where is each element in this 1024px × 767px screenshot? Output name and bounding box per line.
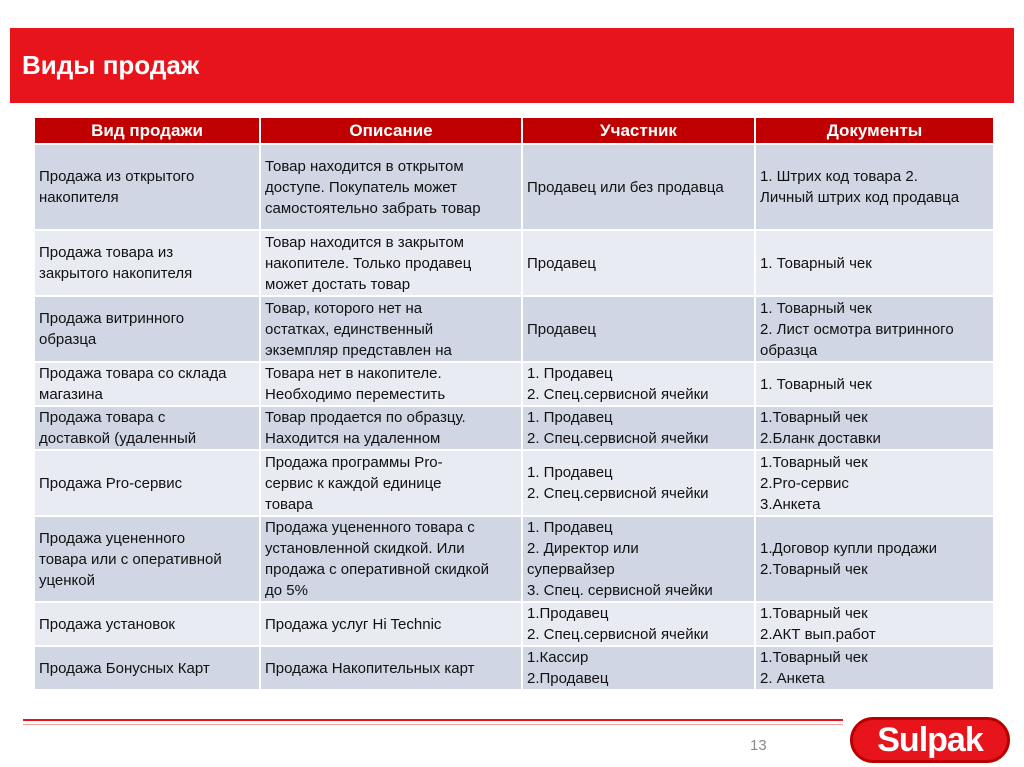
row-type-cell (34, 296, 260, 362)
row-participant-cell (522, 296, 755, 362)
cell-line: Необходимо переместить (265, 386, 446, 403)
table-row (34, 602, 994, 646)
cell-line: Продавец (527, 320, 596, 338)
row-participant-cell (522, 144, 755, 230)
cell-line: 1. Продавец (527, 409, 613, 426)
sulpak-logo (850, 717, 1010, 763)
row-documents-cell (755, 296, 994, 362)
cell-line: Продажа товара из (39, 244, 174, 261)
table-row (34, 406, 994, 450)
cell-line: 1.Товарный чек (760, 649, 868, 666)
cell-line: самостоятельно забрать товар (265, 199, 481, 217)
row-participant-cell (522, 646, 755, 690)
row-participant-cell (522, 516, 755, 602)
table-row (34, 230, 994, 296)
row-description-cell (260, 646, 522, 690)
cell-line: 1.Продавец (527, 605, 609, 622)
cell-line: 2. Спец.сервисной ячейки (527, 626, 709, 643)
cell-line: 2.Бланк доставки (760, 430, 881, 447)
cell-line: 1.Товарный чек (760, 409, 868, 426)
cell-line: 1.Договор купли продажи (760, 540, 937, 557)
cell-line: Товар продается по образцу. (265, 409, 466, 426)
table-row (34, 516, 994, 602)
table-body (34, 144, 994, 690)
logo-text: Sulpak (877, 720, 983, 759)
cell-line: Товара нет в накопителе. (265, 365, 442, 382)
cell-line: 2. Анкета (760, 670, 825, 687)
cell-line: Продавец (527, 254, 596, 272)
row-description-cell (260, 230, 522, 296)
row-documents-cell (755, 450, 994, 516)
cell-line: 2. Спец.сервисной ячейки (527, 485, 709, 502)
cell-line: 2. Спец.сервисной ячейки (527, 386, 709, 403)
table-row (34, 450, 994, 516)
row-type-cell (34, 230, 260, 296)
row-description-cell (260, 602, 522, 646)
cell-line: супервайзер (527, 561, 615, 578)
cell-line: 1. Продавец (527, 519, 613, 536)
row-participant-cell (522, 602, 755, 646)
cell-line: Продавец или без продавца (527, 178, 724, 196)
cell-line: уценкой (39, 571, 96, 589)
cell-line: 3.Анкета (760, 495, 821, 513)
cell-line: Продажа витринного (39, 310, 185, 327)
row-type-cell (34, 646, 260, 690)
row-description-cell (260, 406, 522, 450)
cell-line: установленной скидкой. Или (265, 540, 465, 557)
cell-line: Товар находится в открытом (265, 157, 464, 175)
cell-line: 2.Продавец (527, 670, 609, 687)
cell-line: доступе. Покупатель может (265, 178, 457, 196)
cell-line: 2.АКТ вып.работ (760, 626, 876, 643)
cell-line: продажа с оперативной скидкой (265, 561, 489, 578)
cell-line: 1. Продавец (527, 365, 613, 382)
cell-line: экземпляр представлен на (265, 341, 452, 359)
slide-title: Виды продаж (22, 50, 200, 80)
cell-line: 1. Товарный чек (760, 375, 872, 393)
cell-line: накопителе. Только продавец (265, 254, 472, 272)
cell-line: 1. Товарный чек (760, 254, 872, 272)
column-header-participant: Участник (522, 117, 755, 144)
row-description-cell (260, 516, 522, 602)
cell-line: Продажа Бонусных Карт (39, 659, 210, 677)
row-documents-cell (755, 602, 994, 646)
row-type-cell (34, 144, 260, 230)
page-number: 13 (750, 737, 767, 754)
table-row (34, 362, 994, 406)
cell-line: накопителя (39, 189, 119, 206)
row-description-cell (260, 362, 522, 406)
cell-line: закрытого накопителя (39, 265, 193, 282)
cell-line: 2.Pro-сервис (760, 474, 849, 492)
row-documents-cell (755, 362, 994, 406)
cell-line: сервис к каждой единице (265, 474, 442, 492)
cell-line: товара (265, 495, 313, 513)
cell-line: Находится на удаленном (265, 430, 441, 447)
table-row (34, 296, 994, 362)
cell-line: Товар находится в закрытом (265, 233, 464, 251)
row-documents-cell (755, 406, 994, 450)
cell-line: Продажа уцененного товара с (265, 519, 475, 536)
row-type-cell (34, 362, 260, 406)
title-banner (10, 28, 1014, 103)
row-participant-cell (522, 230, 755, 296)
cell-line: остатках, единственный (265, 320, 434, 338)
cell-line: доставкой (удаленный (39, 430, 197, 447)
cell-line: 1. Продавец (527, 464, 613, 481)
row-documents-cell (755, 516, 994, 602)
cell-line: 2. Спец.сервисной ячейки (527, 430, 709, 447)
cell-line: Личный штрих код продавца (760, 189, 960, 206)
row-documents-cell (755, 646, 994, 690)
row-participant-cell (522, 450, 755, 516)
cell-line: может достать товар (265, 275, 411, 293)
row-type-cell (34, 602, 260, 646)
cell-line: товара или с оперативной (39, 550, 222, 568)
column-header-description: Описание (260, 117, 522, 144)
column-header-type: Вид продажи (34, 117, 260, 144)
row-description-cell (260, 144, 522, 230)
cell-line: 2. Директор или (527, 540, 639, 557)
cell-line: Продажа товара со склада (39, 365, 227, 382)
cell-line: Продажа установок (39, 615, 175, 633)
row-type-cell (34, 450, 260, 516)
cell-line: Продажа товара с (39, 409, 166, 426)
row-type-cell (34, 406, 260, 450)
row-documents-cell (755, 230, 994, 296)
cell-line: Продажа уцененного (39, 529, 186, 547)
row-description-cell (260, 450, 522, 516)
column-header-documents: Документы (755, 117, 994, 144)
row-participant-cell (522, 406, 755, 450)
cell-line: 1. Штрих код товара 2. (760, 168, 918, 185)
cell-line: Продажа услуг Hi Technic (265, 615, 442, 633)
footer-divider (23, 719, 843, 721)
sales-types-table (33, 116, 995, 691)
cell-line: Продажа программы Pro- (265, 453, 443, 471)
cell-line: 1.Товарный чек (760, 605, 868, 622)
cell-line: магазина (39, 386, 103, 403)
footer-divider-thin (23, 724, 843, 725)
cell-line: 3. Спец. сервисной ячейки (527, 582, 713, 599)
row-documents-cell (755, 144, 994, 230)
cell-line: 2.Товарный чек (760, 561, 868, 578)
cell-line: образца (39, 331, 97, 348)
cell-line: 1.Товарный чек (760, 453, 868, 471)
cell-line: Продажа Pro-сервис (39, 474, 183, 492)
row-type-cell (34, 516, 260, 602)
table-row (34, 144, 994, 230)
cell-line: 1.Кассир (527, 649, 589, 666)
cell-line: Товар, которого нет на (265, 299, 423, 317)
cell-line: до 5% (265, 582, 308, 599)
cell-line: 2. Лист осмотра витринного (760, 320, 954, 338)
row-participant-cell (522, 362, 755, 406)
cell-line: образца (760, 341, 818, 359)
table-row (34, 646, 994, 690)
cell-line: Продажа Накопительных карт (265, 659, 475, 677)
table-header-row (34, 117, 994, 144)
cell-line: Продажа из открытого (39, 168, 195, 185)
cell-line: 1. Товарный чек (760, 299, 872, 317)
row-description-cell (260, 296, 522, 362)
